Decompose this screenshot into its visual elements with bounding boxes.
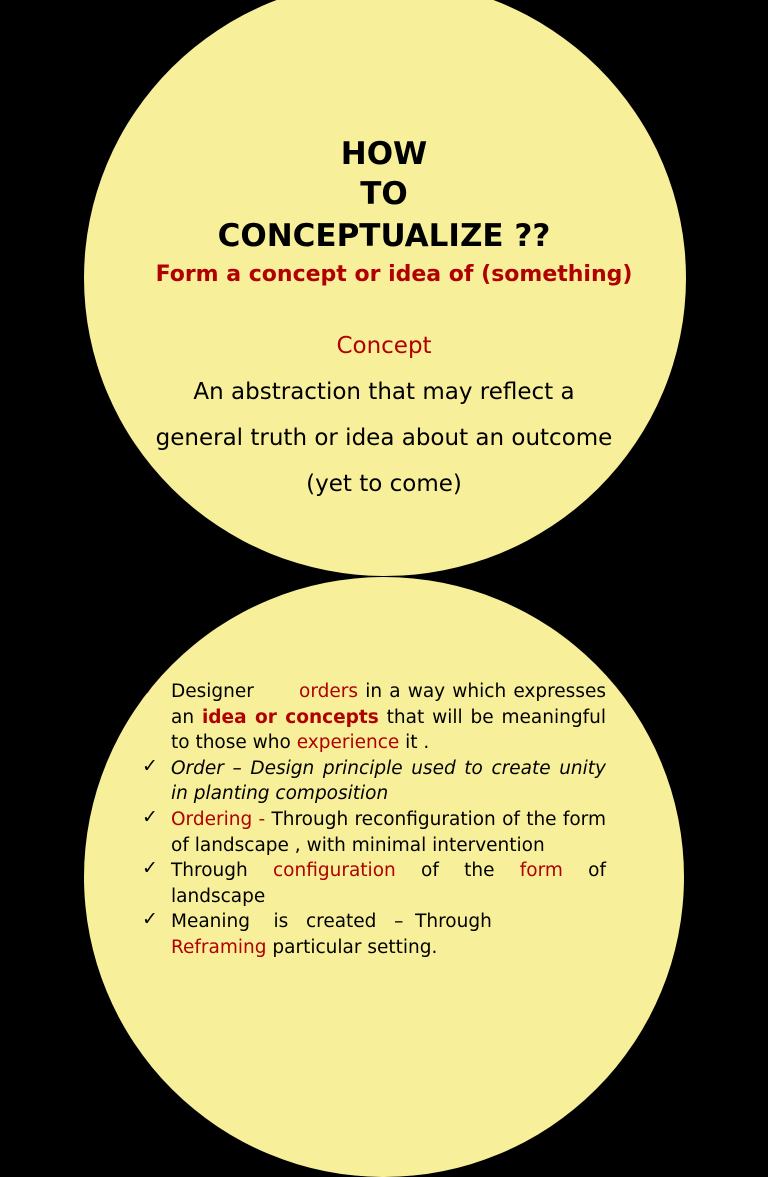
- bullet-text: of landscape: [171, 860, 606, 907]
- bullet-text: Meaning is created – Through: [171, 911, 498, 933]
- bullet-item: [142, 807, 606, 858]
- highlight-experience: experience: [296, 732, 400, 754]
- highlight-orders: orders: [299, 681, 359, 702]
- definition-line-1: An abstraction that may reflect a: [193, 379, 575, 405]
- check-icon: ✓: [142, 805, 158, 828]
- subtitle: Form a concept or idea of (something): [155, 262, 633, 287]
- bullet-text: Order – Design principle used to create unity in planting composition: [171, 757, 606, 805]
- bullet-text: Through: [171, 860, 274, 882]
- bullet-text: particular setting.: [272, 936, 438, 958]
- check-icon: ✓: [142, 754, 158, 777]
- title-line-3: CONCEPTUALIZE ??: [217, 218, 551, 254]
- definition-line-2: general truth or idea about an outcome: [155, 425, 613, 451]
- title-line-2: TO: [360, 176, 408, 212]
- highlight-form: form: [519, 860, 563, 882]
- check-icon: ✓: [142, 678, 158, 700]
- definition-line-3: (yet to come): [306, 471, 462, 497]
- bullet-text: it .: [405, 732, 430, 754]
- bullet-list: [142, 679, 606, 961]
- definition: [0, 369, 768, 507]
- concept-term: Concept: [336, 333, 432, 359]
- bullet-text: that will be meaningful to those who: [171, 706, 606, 754]
- bullet-item: [142, 858, 606, 909]
- highlight-ordering: Ordering -: [171, 808, 266, 830]
- bullet-item: [142, 756, 606, 807]
- check-icon: ✓: [142, 908, 158, 931]
- bullet-text: Through reconfiguration of the form of landscape , with minimal intervention: [171, 808, 606, 856]
- highlight-idea-or-concepts: idea or concepts: [201, 706, 379, 728]
- bullet-item: [142, 679, 606, 756]
- highlight-configuration: configuration: [273, 860, 396, 882]
- check-icon: ✓: [142, 857, 158, 880]
- highlight-reframing: Reframing: [171, 936, 267, 958]
- bullet-text: of the: [421, 860, 520, 882]
- bullet-item: [142, 909, 606, 960]
- bullet-text: Designer: [171, 681, 254, 702]
- title-line-1: HOW: [340, 136, 428, 172]
- bullet-text: in a way which expresses an: [171, 681, 606, 728]
